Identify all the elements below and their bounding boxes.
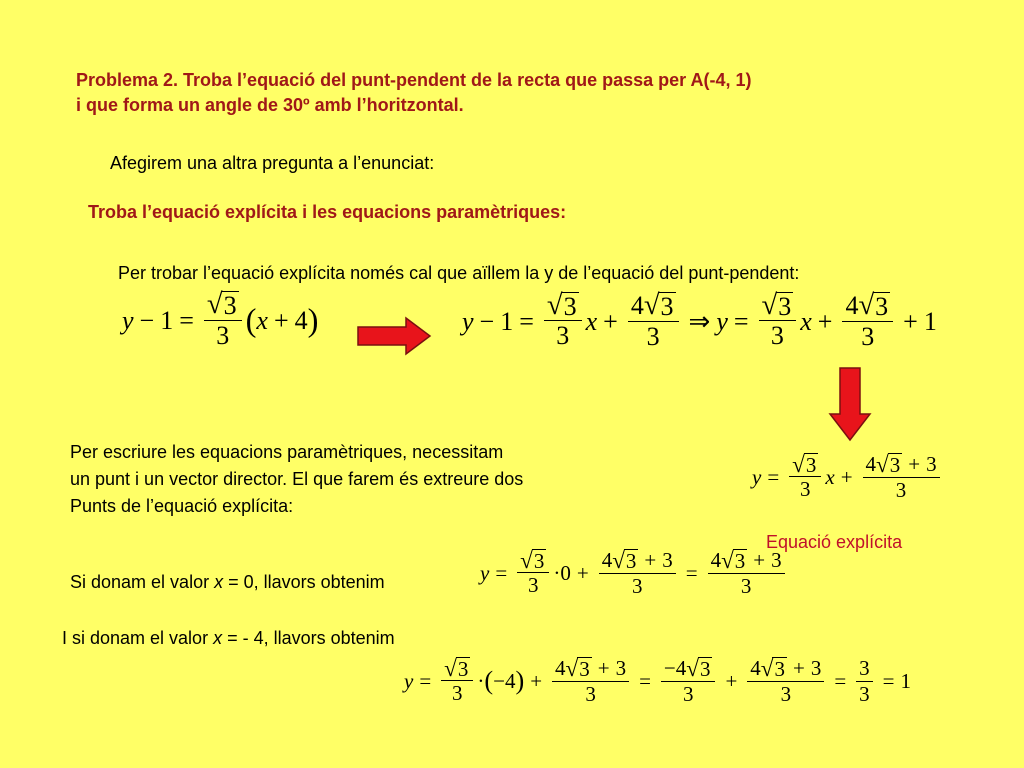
intro-text: Afegirem una altra pregunta a l’enunciat: (110, 153, 435, 173)
point-slope-equation: y − 1 = √ 3 3 ( x + 4 ) (122, 289, 319, 350)
expanded-equation: y − 1 = √ 3 3 x + 4 √ 3 3 ⇒ y = √ 3 3 x + 4 √ 3 3 + 1 (462, 289, 937, 351)
case-x0-text: Si donam el valor x = 0, llavors obtenim (70, 572, 385, 592)
explicit-caption: Equació explícita (766, 532, 903, 552)
right-arrow-icon (356, 316, 432, 356)
question-heading: Troba l’equació explícita i les equacions paramètriques: (88, 202, 567, 222)
param-text-line-2: un punt i un vector director. El que farem és extreure dos (70, 469, 524, 489)
problem-line-2: i que forma un angle de 30º amb l’horitzontal. (76, 95, 464, 115)
case-x-4-text: I si donam el valor x = - 4, llavors obtenim (62, 628, 395, 648)
explicit-equation: y = √ 3 3 x + 4 √ 3 + 3 3 (752, 452, 944, 503)
case-x-4-equation: y = √ 3 3 · ( − 4 ) + 4 √ 3 + 3 3 = − 4 √ 3 3 + 4 √ 3 + 3 3 = $\frac{3}{3}$ = 1 (404, 654, 912, 706)
param-text-line-1: Per escriure les equacions paramètriques, necessitam (70, 442, 504, 462)
problem-line-1: Problema 2. Troba l’equació del punt-pendent de la recta que passa per A(-4, 1) (76, 70, 752, 90)
explicit-intro: Per trobar l’equació explícita només cal que aïllem la y de l’equació del punt-pendent: (118, 263, 800, 283)
case-x0-equation: y = √ 3 3 · 0 + 4 √ 3 + 3 3 = 4 √ 3 + 3 3 (480, 548, 789, 599)
down-arrow-icon (828, 366, 872, 442)
param-text-line-3: Punts de l’equació explícita: (70, 496, 294, 516)
